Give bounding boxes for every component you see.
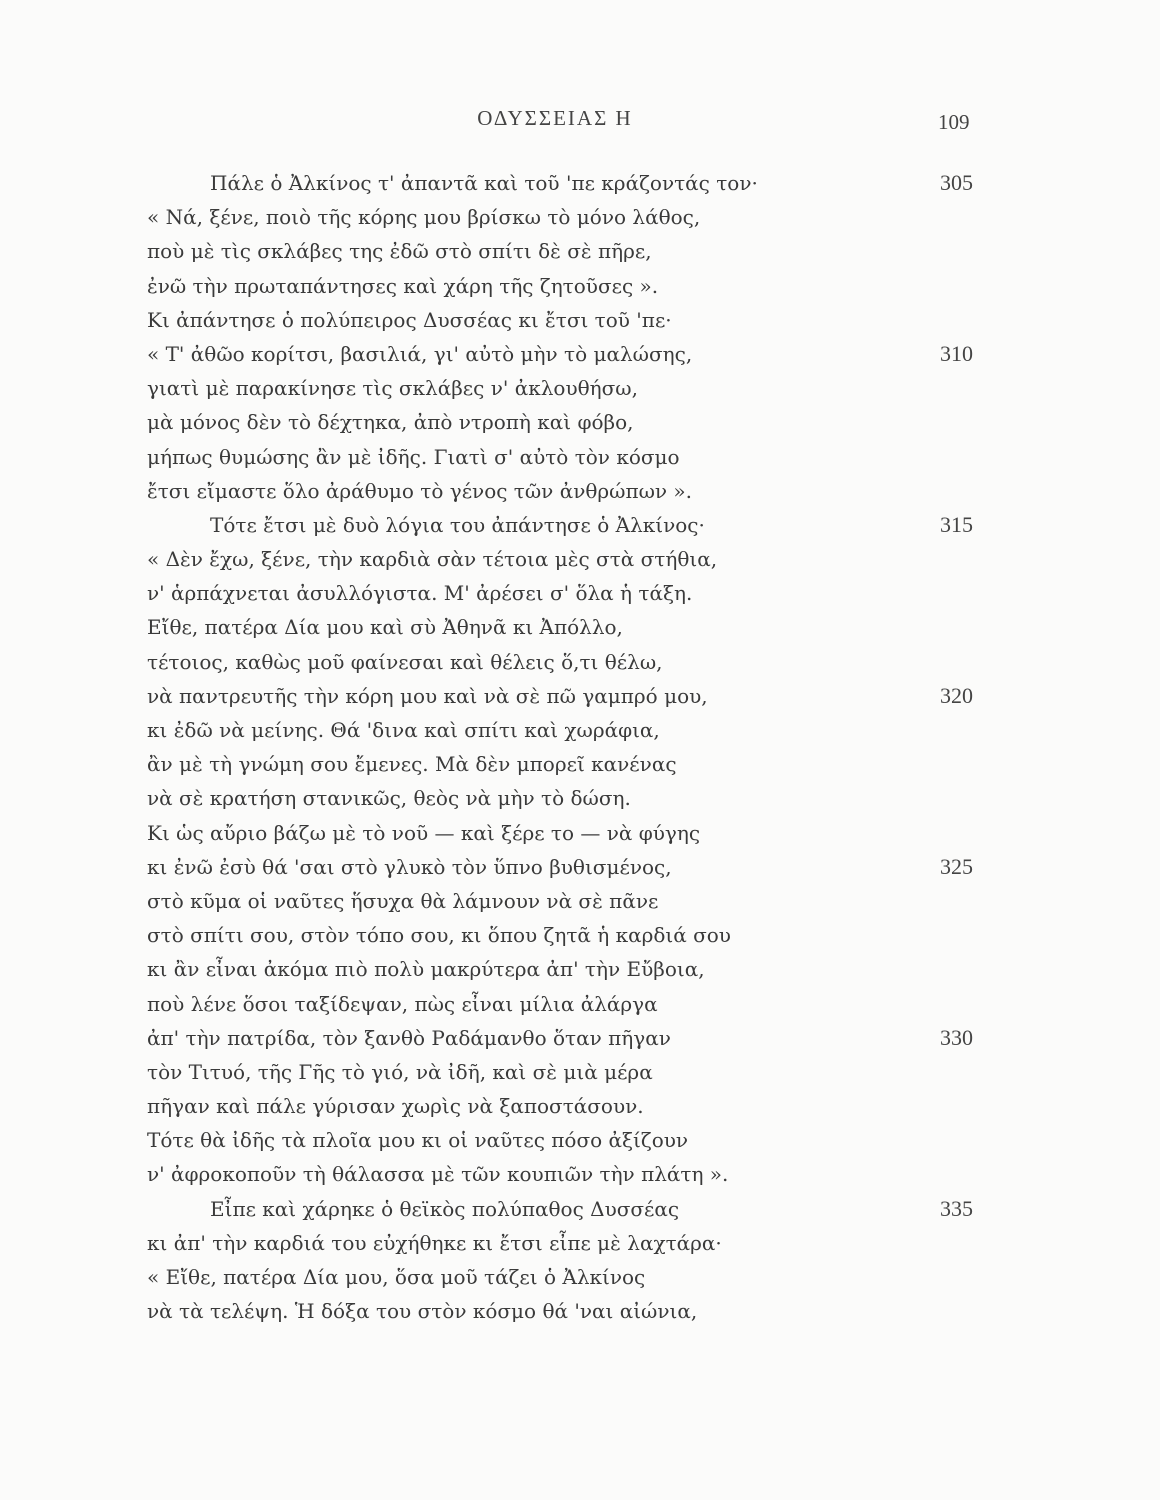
verse-line <box>147 850 987 884</box>
verse-line <box>147 405 987 439</box>
verse-line <box>147 576 987 610</box>
verse-line <box>147 303 987 337</box>
verse-line-text: « Νά, ξένε, ποιὸ τῆς κόρης μου βρίσκω τὸ μόνο λάθος, <box>147 205 701 230</box>
line-number: 305 <box>940 170 973 195</box>
verse-line-text: « Δὲν ἔχω, ξένε, τὴν καρδιὰ σὰν τέτοια μὲς στὰ στήθια, <box>147 547 718 572</box>
verse-line-text: μὰ μόνος δὲν τὸ δέχτηκα, ἀπὸ ντροπὴ καὶ φόβο, <box>147 410 634 435</box>
verse-line <box>147 1055 987 1089</box>
line-number: 310 <box>940 340 973 366</box>
verse-line-text: Τότε ἔτσι μὲ δυὸ λόγια του ἀπάντησε ὁ Ἀλκίνος· <box>210 512 705 537</box>
verse-line <box>147 234 987 268</box>
verse-line-text: Πάλε ὁ Ἀλκίνος τ' ἀπαντᾶ καὶ τοῦ 'πε κράζοντάς τον· <box>210 171 758 195</box>
verse-line-text: Εἶπε καὶ χάρηκε ὁ θεϊκὸς πολύπαθος Δυσσέας <box>210 1196 680 1221</box>
verse-line-text: νὰ παντρευτῆς τὴν κόρη μου καὶ νὰ σὲ πῶ γαμπρό μου, <box>147 683 708 708</box>
verse-line <box>147 200 987 234</box>
verse-line <box>147 884 987 918</box>
verse-line <box>147 1123 987 1157</box>
verse-line <box>147 645 987 679</box>
verse-line-text: στὸ κῦμα οἱ ναῦτες ἥσυχα θὰ λάμνουν νὰ σὲ πᾶνε <box>147 888 659 913</box>
verse-line-text: « Τ' ἀθῶο κορίτσι, βασιλιά, γι' αὐτὸ μὴν τὸ μαλώσης, <box>147 341 693 366</box>
verse-line <box>147 1157 987 1191</box>
verse-line-text: ποὺ μὲ τὶς σκλάβες της ἐδῶ στὸ σπίτι δὲ σὲ πῆρε, <box>147 239 652 264</box>
verse-line-text: Κι ἀπάντησε ὁ πολύπειρος Δυσσέας κι ἔτσι τοῦ 'πε· <box>147 307 672 332</box>
verse-line <box>147 918 987 952</box>
verse-block <box>147 166 987 1328</box>
verse-line <box>147 1226 987 1260</box>
verse-line <box>147 337 987 371</box>
verse-line <box>147 474 987 508</box>
verse-line <box>147 952 987 986</box>
verse-line <box>147 440 987 474</box>
verse-line-text: τέτοιος, καθὼς μοῦ φαίνεσαι καὶ θέλεις ὅ,τι θέλω, <box>147 649 663 674</box>
verse-line-text: ν' ἁρπάχνεται ἀσυλλόγιστα. Μ' ἀρέσει σ' ὅλα ἡ τάξη. <box>147 581 693 606</box>
verse-line-text: στὸ σπίτι σου, στὸν τόπο σου, κι ὅπου ζητᾶ ἡ καρδιά σου <box>147 923 731 948</box>
verse-line <box>147 987 987 1021</box>
verse-line <box>147 610 987 644</box>
verse-line-text: Κι ὡς αὔριο βάζω μὲ τὸ νοῦ — καὶ ξέρε το — νὰ φύγης <box>147 820 701 845</box>
verse-line-text: τὸν Τιτυό, τῆς Γῆς τὸ γιό, νὰ ἰδῆ, καὶ σὲ μιὰ μέρα <box>147 1059 653 1084</box>
verse-line <box>147 1294 987 1328</box>
verse-line-text: κι ἀπ' τὴν καρδιά του εὐχήθηκε κι ἔτσι εἶπε μὲ λαχτάρα· <box>147 1230 722 1255</box>
verse-line-text: ἔτσι εἴμαστε ὅλο ἀράθυμο τὸ γένος τῶν ἀνθρώπων ». <box>147 478 693 503</box>
verse-line <box>147 1089 987 1123</box>
verse-line <box>147 508 987 542</box>
line-number: 325 <box>940 853 973 879</box>
verse-line <box>147 713 987 747</box>
verse-line-text: κι ἐδῶ νὰ μείνης. Θά 'δινα καὶ σπίτι καὶ χωράφια, <box>147 718 660 742</box>
line-number: 315 <box>940 511 973 537</box>
page-title: ΟΔΥΣΣΕΙΑΣ Η <box>477 106 633 130</box>
line-number: 320 <box>940 682 973 708</box>
verse-line <box>147 269 987 303</box>
verse-line-text: Εἴθε, πατέρα Δία μου καὶ σὺ Ἀθηνᾶ κι Ἀπόλλο, <box>147 615 623 640</box>
verse-line <box>147 166 987 200</box>
verse-line-text: Τότε θὰ ἰδῆς τὰ πλοῖα μου κι οἱ ναῦτες πόσο ἀξίζουν <box>147 1128 689 1153</box>
verse-line <box>147 371 987 405</box>
line-number: 330 <box>940 1024 973 1050</box>
verse-line-text: ἂν μὲ τὴ γνώμη σου ἔμενες. Μὰ δὲν μπορεῖ κανένας <box>147 752 677 777</box>
line-number: 335 <box>940 1195 973 1221</box>
verse-line <box>147 816 987 850</box>
page-number: 109 <box>938 110 970 134</box>
verse-line-text: γιατὶ μὲ παρακίνησε τὶς σκλάβες ν' ἀκλουθήσω, <box>147 376 638 401</box>
verse-line-text: « Εἴθε, πατέρα Δία μου, ὅσα μοῦ τάζει ὁ Ἀλκίνος <box>147 1265 646 1289</box>
verse-line-text: μήπως θυμώσης ἂν μὲ ἰδῆς. Γιατὶ σ' αὐτὸ τὸν κόσμο <box>147 444 680 469</box>
verse-line-text: νὰ σὲ κρατήση στανικῶς, θεὸς νὰ μὴν τὸ δώση. <box>147 786 631 811</box>
verse-line-text: πῆγαν καὶ πάλε γύρισαν χωρὶς νὰ ξαποστάσουν. <box>147 1094 644 1119</box>
verse-line <box>147 781 987 815</box>
verse-line-text: κι ἂν εἶναι ἀκόμα πιὸ πολὺ μακρύτερα ἀπ' τὴν Εὔβοια, <box>147 957 705 982</box>
verse-line-text: ἐνῶ τὴν πρωταπάντησες καὶ χάρη τῆς ζητοῦσες ». <box>147 273 659 298</box>
verse-line <box>147 542 987 576</box>
verse-line <box>147 679 987 713</box>
verse-line <box>147 747 987 781</box>
verse-line-text: κι ἐνῶ ἐσὺ θά 'σαι στὸ γλυκὸ τὸν ὕπνο βυθισμένος, <box>147 854 672 879</box>
verse-line-text: ν' ἀφροκοποῦν τὴ θάλασσα μὲ τῶν κουπιῶν τὴν πλάτη ». <box>147 1162 729 1187</box>
verse-line <box>147 1260 987 1294</box>
verse-line <box>147 1021 987 1055</box>
verse-line-text: ἀπ' τὴν πατρίδα, τὸν ξανθὸ Ραδάμανθο ὅταν πῆγαν <box>147 1025 671 1050</box>
verse-line <box>147 1192 987 1226</box>
verse-line-text: ποὺ λένε ὅσοι ταξίδεψαν, πὼς εἶναι μίλια ἀλάργα <box>147 991 658 1016</box>
verse-line-text: νὰ τὰ τελέψη. Ἡ δόξα του στὸν κόσμο θά 'ναι αἰώνια, <box>147 1299 698 1324</box>
